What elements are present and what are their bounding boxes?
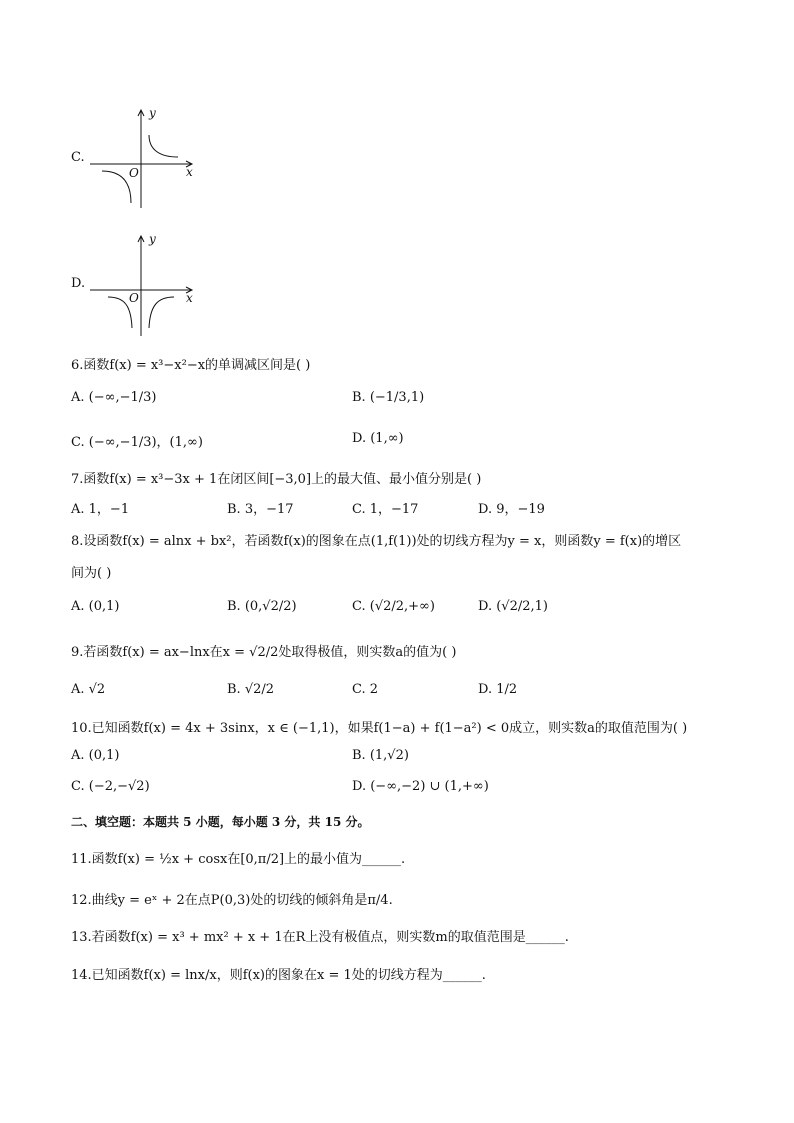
question-9-stem: 9.若函数f(x) = ax−lnx在x = √2/2处取得极值，则实数a的值为( ) [71,645,457,660]
question-6-stem: 6.函数f(x) = x³−x²−x的单调减区间是( ) [71,358,311,373]
q6-option-d: D. (1,∞) [352,431,404,446]
q9-option-c: C. 2 [352,682,379,697]
q8-option-b: B. (0,√2/2) [227,599,297,614]
q6-option-c: C. (−∞,−1/3)，(1,∞) [71,435,203,450]
question-8-stem-line2: 间为( ) [71,566,112,581]
q9-option-d: D. 1/2 [478,682,518,697]
question-10-stem: 10.已知函数f(x) = 4x + 3sinx，x ∈ (−1,1)，如果f(1−a) + f(1−a²) < 0成立，则实数a的取值范围为( ) [71,721,688,736]
q7-option-a: A. 1，−1 [71,502,130,517]
question-11: 11.函数f(x) = ½x + cosx在[0,π/2]上的最小值为______. [71,852,406,867]
question-12: 12.曲线y = eˣ + 2在点P(0,3)处的切线的倾斜角是π/4. [71,893,393,908]
y-axis-label: y [149,232,156,246]
q6-option-a: A. (−∞,−1/3) [71,390,157,405]
q8-option-d: D. (√2/2,1) [478,599,548,614]
q8-option-c: C. (√2/2,+∞) [352,599,435,614]
q8-option-a: A. (0,1) [71,599,120,614]
q9-option-b: B. √2/2 [227,682,275,697]
question-8-stem-line1: 8.设函数f(x) = alnx + bx²，若函数f(x)的图象在点(1,f(1))处的切线方程为y = x，则函数y = f(x)的增区 [71,534,682,549]
question-14: 14.已知函数f(x) = lnx/x，则f(x)的图象在x = 1处的切线方程为______. [71,968,486,983]
q7-option-c: C. 1，−17 [352,502,419,517]
option-d-label: D. [71,276,86,291]
q9-option-a: A. √2 [71,682,106,697]
q10-option-d: D. (−∞,−2) ∪ (1,+∞) [352,779,489,794]
q10-option-c: C. (−2,−√2) [71,779,150,794]
question-13: 13.若函数f(x) = x³ + mx² + x + 1在R上没有极值点，则实数m的取值范围是______. [71,930,569,945]
q7-option-b: B. 3，−17 [227,502,294,517]
origin-label: O [129,291,139,305]
y-axis-label: y [149,106,156,120]
q7-option-d: D. 9，−19 [478,502,545,517]
x-axis-label: x [186,291,193,305]
option-c-label: C. [71,150,85,165]
q6-option-b: B. (−1/3,1) [352,390,425,405]
x-axis-label: x [186,165,193,179]
question-7-stem: 7.函数f(x) = x³−3x + 1在闭区间[−3,0]上的最大值、最小值分别是( ) [71,472,482,487]
q10-option-a: A. (0,1) [71,748,120,763]
origin-label: O [129,166,139,180]
section-heading: 二、填空题：本题共 5 小题，每小题 3 分，共 15 分。 [71,815,370,829]
q10-option-b: B. (1,√2) [352,748,409,763]
curve-d-right [149,297,174,328]
